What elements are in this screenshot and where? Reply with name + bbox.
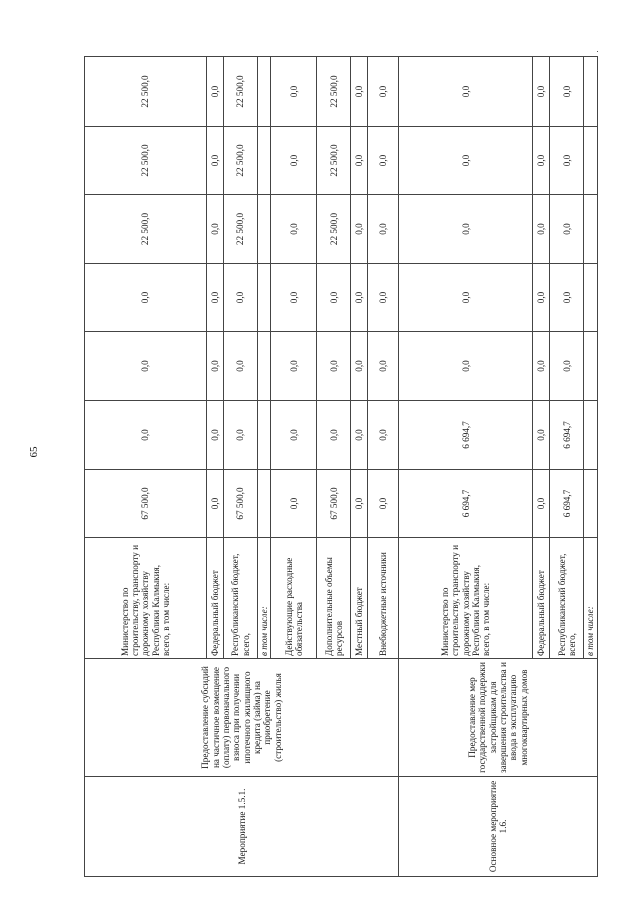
amount-cell: 0,0 bbox=[224, 401, 258, 470]
scan-mark bbox=[597, 51, 598, 52]
amount-cell: 0,0 bbox=[368, 57, 399, 127]
amount-cell: 0,0 bbox=[271, 401, 317, 470]
amount-cell: 0,0 bbox=[207, 264, 224, 332]
amount-cell bbox=[258, 332, 271, 401]
funding-source-cell: Министерство по строительству, транспорту и дорожному хозяйству Республики Калмыкия, всего, в том числе: bbox=[85, 538, 207, 659]
amount-cell: 0,0 bbox=[550, 57, 584, 127]
amount-cell: 22 500,0 bbox=[224, 127, 258, 195]
budget-table bbox=[84, 56, 598, 877]
amount-cell: 0,0 bbox=[207, 332, 224, 401]
amount-cell: 0,0 bbox=[368, 127, 399, 195]
amount-cell bbox=[584, 470, 597, 538]
amount-cell bbox=[584, 332, 597, 401]
amount-cell: 0,0 bbox=[399, 264, 533, 332]
amount-cell: 0,0 bbox=[271, 57, 317, 127]
amount-cell: 0,0 bbox=[351, 470, 368, 538]
budget-table-wrapper bbox=[84, 57, 596, 877]
amount-cell: 0,0 bbox=[85, 332, 207, 401]
amount-cell: 0,0 bbox=[533, 401, 550, 470]
funding-source-cell: Внебюджетные источники bbox=[368, 538, 399, 659]
amount-cell bbox=[584, 401, 597, 470]
amount-cell: 67 500,0 bbox=[317, 470, 351, 538]
amount-cell bbox=[258, 57, 271, 127]
funding-source-cell: Действующие расходные обязательства bbox=[271, 538, 317, 659]
table-row bbox=[399, 57, 533, 877]
measure-name-cell: Предоставление мер государственной поддержки застройщикам для завершения строительства и ввода в эксплуатацию многоквартирных домов bbox=[399, 659, 597, 777]
funding-source-cell: Республиканский бюджет, всего, bbox=[550, 538, 584, 659]
amount-cell: 0,0 bbox=[207, 195, 224, 264]
amount-cell: 22 500,0 bbox=[224, 195, 258, 264]
amount-cell bbox=[258, 127, 271, 195]
amount-cell: 0,0 bbox=[351, 195, 368, 264]
amount-cell: 0,0 bbox=[550, 195, 584, 264]
amount-cell: 67 500,0 bbox=[85, 470, 207, 538]
amount-cell bbox=[258, 264, 271, 332]
amount-cell bbox=[584, 57, 597, 127]
amount-cell: 6 694,7 bbox=[550, 470, 584, 538]
amount-cell: 67 500,0 bbox=[224, 470, 258, 538]
amount-cell: 0,0 bbox=[351, 332, 368, 401]
amount-cell: 0,0 bbox=[271, 264, 317, 332]
amount-cell: 0,0 bbox=[351, 127, 368, 195]
amount-cell: 0,0 bbox=[207, 470, 224, 538]
amount-cell: 6 694,7 bbox=[399, 470, 533, 538]
amount-cell: 0,0 bbox=[271, 127, 317, 195]
amount-cell: 0,0 bbox=[368, 332, 399, 401]
amount-cell: 0,0 bbox=[317, 401, 351, 470]
funding-source-cell: Местный бюджет bbox=[351, 538, 368, 659]
amount-cell: 6 694,7 bbox=[550, 401, 584, 470]
amount-cell: 0,0 bbox=[317, 332, 351, 401]
amount-cell bbox=[258, 195, 271, 264]
funding-source-cell: Федеральный бюджет bbox=[533, 538, 550, 659]
funding-source-cell: Федеральный бюджет bbox=[207, 538, 224, 659]
amount-cell: 6 694,7 bbox=[399, 401, 533, 470]
amount-cell bbox=[258, 401, 271, 470]
amount-cell: 0,0 bbox=[351, 57, 368, 127]
amount-cell: 0,0 bbox=[271, 195, 317, 264]
amount-cell: 22 500,0 bbox=[85, 195, 207, 264]
funding-source-cell: в том числе: bbox=[258, 538, 271, 659]
funding-source-cell: Республиканский бюджет, всего, bbox=[224, 538, 258, 659]
amount-cell: 0,0 bbox=[207, 57, 224, 127]
amount-cell: 0,0 bbox=[533, 264, 550, 332]
measure-number-cell: Мероприятие 1.5.1. bbox=[85, 777, 399, 877]
amount-cell: 0,0 bbox=[207, 401, 224, 470]
amount-cell: 0,0 bbox=[399, 195, 533, 264]
page-number: 65 bbox=[28, 446, 40, 458]
amount-cell: 0,0 bbox=[271, 332, 317, 401]
amount-cell: 0,0 bbox=[533, 332, 550, 401]
amount-cell: 0,0 bbox=[550, 332, 584, 401]
table-row bbox=[85, 57, 207, 877]
amount-cell: 0,0 bbox=[317, 264, 351, 332]
amount-cell: 0,0 bbox=[368, 264, 399, 332]
measure-number-cell: Основное мероприятие 1.6. bbox=[399, 777, 597, 877]
funding-source-cell: в том числе: bbox=[584, 538, 597, 659]
amount-cell: 0,0 bbox=[207, 127, 224, 195]
amount-cell: 22 500,0 bbox=[317, 127, 351, 195]
amount-cell: 0,0 bbox=[399, 127, 533, 195]
measure-name-cell: Предоставление субсидий на частичное возмещение (оплату) первоначального взноса при получении ипотечного жилищного кредита (займа) на приобретение (строительство) жилья bbox=[85, 659, 399, 777]
funding-source-cell: Министерство по строительству, транспорту и дорожному хозяйству Республики Калмыкия, всего, в том числе: bbox=[399, 538, 533, 659]
amount-cell: 0,0 bbox=[351, 264, 368, 332]
amount-cell: 0,0 bbox=[368, 195, 399, 264]
amount-cell bbox=[584, 195, 597, 264]
amount-cell bbox=[258, 470, 271, 538]
amount-cell: 0,0 bbox=[550, 264, 584, 332]
amount-cell: 0,0 bbox=[85, 264, 207, 332]
amount-cell: 0,0 bbox=[271, 470, 317, 538]
amount-cell: 22 500,0 bbox=[85, 57, 207, 127]
amount-cell: 22 500,0 bbox=[85, 127, 207, 195]
amount-cell: 0,0 bbox=[351, 401, 368, 470]
amount-cell: 22 500,0 bbox=[317, 195, 351, 264]
amount-cell: 22 500,0 bbox=[224, 57, 258, 127]
amount-cell: 0,0 bbox=[533, 470, 550, 538]
amount-cell: 0,0 bbox=[368, 401, 399, 470]
amount-cell: 0,0 bbox=[399, 332, 533, 401]
amount-cell: 0,0 bbox=[399, 57, 533, 127]
amount-cell bbox=[584, 264, 597, 332]
amount-cell: 0,0 bbox=[224, 332, 258, 401]
funding-source-cell: Дополнительные объемы ресурсов bbox=[317, 538, 351, 659]
amount-cell: 0,0 bbox=[533, 127, 550, 195]
amount-cell: 0,0 bbox=[533, 195, 550, 264]
amount-cell: 0,0 bbox=[550, 127, 584, 195]
amount-cell: 0,0 bbox=[85, 401, 207, 470]
amount-cell: 0,0 bbox=[368, 470, 399, 538]
amount-cell: 0,0 bbox=[533, 57, 550, 127]
amount-cell: 22 500,0 bbox=[317, 57, 351, 127]
amount-cell: 0,0 bbox=[224, 264, 258, 332]
amount-cell bbox=[584, 127, 597, 195]
